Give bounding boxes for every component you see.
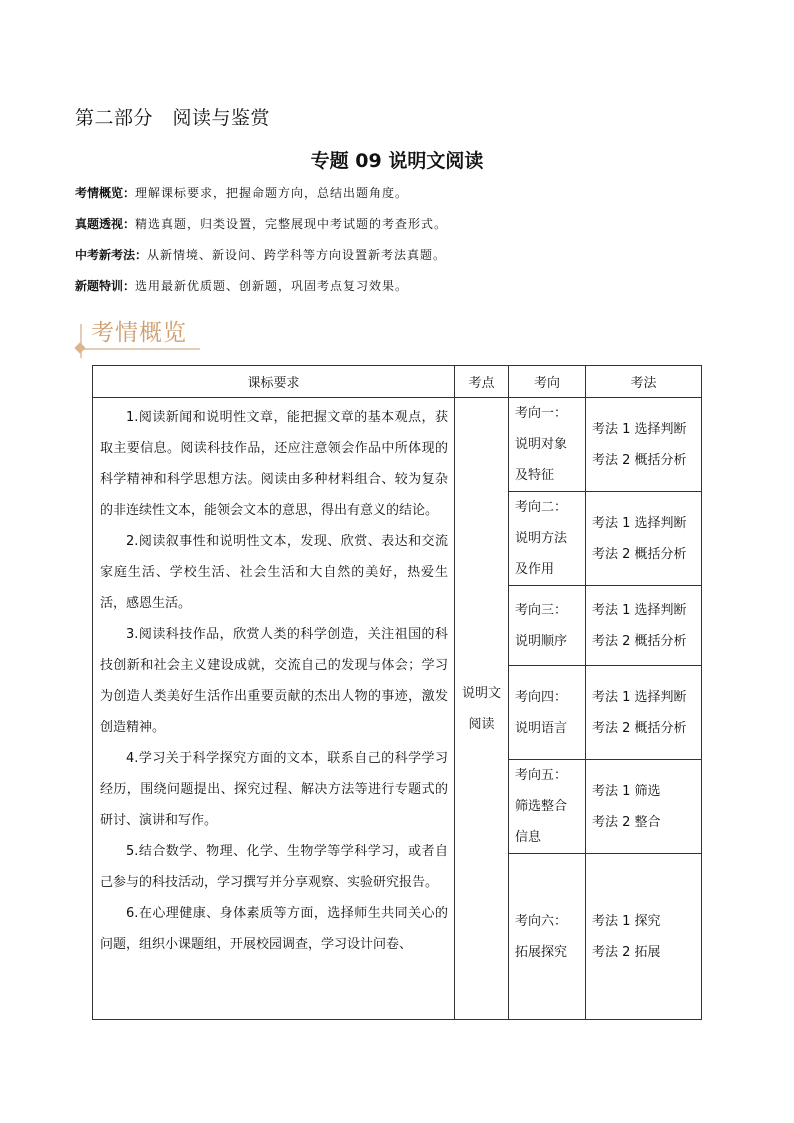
requirement-paragraph: 3.阅读科技作品，欣赏人类的科学创造，关注祖国的科技创新和社会主义建设成就，交流自己的发现与体会；学习为创造人类美好生活作出重要贡献的杰出人物的事迹，激发创造精神。 xyxy=(100,627,448,735)
intro-label: 考情概览： xyxy=(75,186,136,200)
method-cell xyxy=(586,398,702,492)
intro-item xyxy=(75,245,735,276)
topic-title: 专题 09 说明文阅读 xyxy=(310,150,484,172)
method-cell xyxy=(586,586,702,666)
intro-label: 中考新考法： xyxy=(75,248,148,262)
intro-text: 选用最新优质题、创新题，巩固考点复习效果。 xyxy=(135,279,409,293)
method-item: 考法 1 选择判断 xyxy=(592,515,687,531)
method-item: 考法 2 概括分析 xyxy=(592,633,687,649)
method-item: 考法 1 筛选 xyxy=(592,783,661,799)
section-banner-title: 考情概览 xyxy=(91,320,187,346)
requirement-paragraph: 4.学习关于科学探究方面的文本，联系自己的科学学习经历，围绕问题提出、探究过程、解决方法等进行专题式的研讨、演讲和写作。 xyxy=(100,751,448,828)
banner-decoration xyxy=(80,348,200,350)
intro-item xyxy=(75,214,735,245)
header-point: 考点 xyxy=(455,366,509,398)
intro-text: 精选真题，归类设置，完整展现中考试题的考查形式。 xyxy=(135,217,448,231)
requirement-paragraph: 2.阅读叙事性和说明性文本，发现、欣赏、表达和交流家庭生活、学校生活、社会生活和大自然的美好，热爱生活，感恩生活。 xyxy=(100,534,448,611)
intro-text: 理解课标要求，把握命题方向，总结出题角度。 xyxy=(135,186,409,200)
method-cell xyxy=(586,760,702,854)
requirements-cell xyxy=(93,398,455,1020)
requirement-paragraph: 6.在心理健康、身体素质等方面，选择师生共同关心的问题，组织小课题组，开展校园调查，学习设计问卷、 xyxy=(100,906,448,952)
section-banner xyxy=(75,310,205,355)
direction-cell: 考向四：说明语言 xyxy=(509,666,586,760)
intro-label: 新题特训： xyxy=(75,279,136,293)
intro-item xyxy=(75,276,735,307)
intro-text: 从新情境、新设问、跨学科等方向设置新考法真题。 xyxy=(147,248,447,262)
requirement-paragraph: 1.阅读新闻和说明性文章，能把握文章的基本观点，获取主要信息。阅读科技作品，还应注意领会作品中所体现的科学精神和科学思想方法。阅读由多种材料组合、较为复杂的非连续性文本，能领会文本的意思，得出有意义的结论。 xyxy=(100,410,448,518)
method-item: 考法 1 探究 xyxy=(592,913,661,929)
method-item: 考法 2 概括分析 xyxy=(592,720,687,736)
intro-label: 真题透视： xyxy=(75,217,136,231)
method-cell xyxy=(586,854,702,1020)
part-title: 第二部分 阅读与鉴赏 xyxy=(75,107,271,129)
direction-cell: 考向一：说明对象及特征 xyxy=(509,398,586,492)
intro-list xyxy=(75,183,735,307)
method-item: 考法 2 概括分析 xyxy=(592,546,687,562)
intro-item xyxy=(75,183,735,214)
method-item: 考法 1 选择判断 xyxy=(592,602,687,618)
method-cell xyxy=(586,666,702,760)
method-item: 考法 1 选择判断 xyxy=(592,689,687,705)
point-cell: 说明文阅读 xyxy=(455,398,509,1020)
method-item: 考法 2 拓展 xyxy=(592,944,661,960)
header-direction: 考向 xyxy=(509,366,586,398)
method-cell xyxy=(586,492,702,586)
requirement-paragraph: 5.结合数学、物理、化学、生物学等学科学习，或者自己参与的科技活动，学习撰写并分享观察、实验研究报告。 xyxy=(100,844,448,890)
syllabus-table xyxy=(92,365,702,1020)
table-row xyxy=(93,398,702,492)
method-item: 考法 2 概括分析 xyxy=(592,452,687,468)
header-method: 考法 xyxy=(586,366,702,398)
direction-cell: 考向五：筛选整合信息 xyxy=(509,760,586,854)
direction-cell: 考向六：拓展探究 xyxy=(509,854,586,1020)
banner-diamond-icon xyxy=(74,342,85,353)
direction-cell: 考向二：说明方法及作用 xyxy=(509,492,586,586)
table-header-row xyxy=(93,366,702,398)
header-requirements: 课标要求 xyxy=(93,366,455,398)
direction-cell: 考向三：说明顺序 xyxy=(509,586,586,666)
method-item: 考法 2 整合 xyxy=(592,814,661,830)
method-item: 考法 1 选择判断 xyxy=(592,421,687,437)
